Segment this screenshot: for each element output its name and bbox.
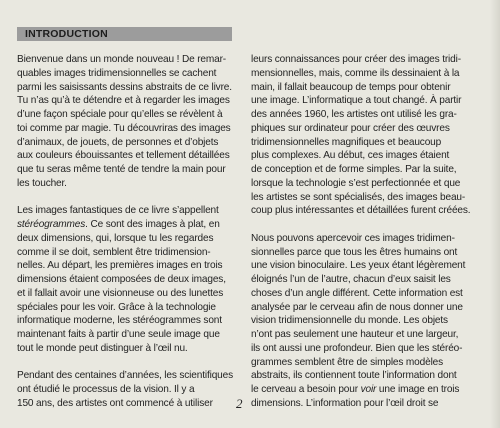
section-header [17, 27, 232, 41]
text-line: dimensions étaient composées de deux images, [17, 274, 226, 285]
text-line: nelles. Au départ, les premières images en trois [17, 260, 223, 272]
paragraph [17, 369, 243, 410]
paragraph [17, 204, 243, 355]
text-line: phiques sur ordinateur pour créer des œuvres [251, 122, 450, 134]
text-line: maintenant faits à partir d’une seule image que [17, 329, 220, 340]
text-line: choses d’un angle différent. Cette information est [251, 287, 463, 299]
text-line: leurs connaissances pour créer des images tridi- [251, 54, 461, 65]
text-line: comme il se doit, semblent être tridimension- [17, 246, 211, 258]
text-line: lorsque la technologie s’est perfectionnée et que [251, 177, 461, 189]
text-line: d’animaux, de jouets, de personnes et d’objets [17, 136, 219, 148]
text-line: des années 1960, les artistes ont utilisé les gra- [251, 109, 457, 120]
text-line: ont étudié le processus de la vision. Il y a [17, 384, 195, 395]
text-line: les artistes se sont spécialisés, des images beau- [251, 191, 466, 203]
text-line: coup plus intéressantes et détaillées furent créées. [251, 205, 471, 217]
paragraph [251, 53, 481, 218]
text-line: analysée par le cerveau afin de nous donner une [251, 301, 463, 313]
text-line: stéréogrammes. Ce sont des images à plat, en [17, 219, 220, 230]
text-line: les toucher. [17, 177, 67, 189]
text-line: une vision binoculaire. Les yeux étant légèrement [251, 260, 466, 272]
text-line: de conception et de forme simples. Par la suite, [251, 164, 457, 175]
text-line: n’ont pas seulement une hauteur et une largeur, [251, 329, 459, 340]
text-line: 150 ans, des artistes ont commencé à utiliser [17, 397, 213, 409]
page-edge-shadow [490, 0, 500, 428]
text-line: quables images tridimensionnelles se cachent [17, 67, 217, 79]
right-text-column [251, 53, 481, 411]
text-line: que tu seras même tenté de tendre la main pour [17, 164, 226, 175]
text-line: ils ont aussi une profondeur. Bien que les stéréo- [251, 342, 463, 354]
text-line: abstraits, ils contiennent toute l’information dont [251, 370, 457, 382]
text-line: le cerveau a besoin pour voir une image en trois [251, 384, 460, 395]
left-text-column [17, 53, 243, 411]
text-line: Les images fantastiques de ce livre s’appellent [17, 205, 219, 217]
text-line: main, il fallait beaucoup de temps pour obtenir [251, 81, 451, 93]
text-line: toi comme par magie. Tu découvriras des images [17, 122, 231, 134]
page-number: 2 [236, 396, 243, 411]
text-line: mensionnelles, mais, comme ils dessinaient à la [251, 67, 460, 79]
paragraph [251, 232, 481, 411]
text-line: dimensions. L’information pour l’œil droit se [251, 397, 439, 409]
text-line: Nous pouvons apercevoir ces images tridimen- [251, 232, 455, 244]
text-line: tridimensionnelles magnifiques et beaucoup [251, 136, 442, 148]
text-line: Bienvenue dans un monde nouveau ! De remar- [17, 54, 227, 65]
text-line: Pendant des centaines d’années, les scientifiques [17, 370, 233, 382]
text-line: aux couleurs ébouissantes et tellement détaillées [17, 150, 230, 162]
text-line: informatique moderne, les stéréogrammes sont [17, 315, 222, 327]
text-line: grammes semblent être de simples modèles [251, 356, 444, 368]
text-line: deux dimensions, qui, lorsque tu les regardes [17, 232, 214, 244]
text-line: d’une façon spéciale pour qu’elles se révèlent à [17, 109, 223, 120]
text-line: vision tridimensionnelle du monde. Les objets [251, 315, 448, 327]
text-line: une image. L’informatique a tout changé. À partir [251, 95, 462, 107]
text-line: spéciales pour les voir. Grâce à la technologie [17, 301, 216, 313]
text-line: sionnelles parce que tous les êtres humains ont [251, 246, 458, 258]
text-line: et il fallait avoir une visionneuse ou des lunettes [17, 287, 224, 299]
section-title: INTRODUCTION [25, 28, 108, 40]
text-line: éloignés l’un de l’autre, chacun d’eux saisit les [251, 274, 451, 285]
paragraph [17, 53, 243, 191]
text-line: Tu n’as qu’à te détendre et à regarder les images [17, 95, 230, 107]
text-line: tout le monde peut distinguer à l’œil nu. [17, 342, 188, 354]
text-line: parmi les saisissants dessins abstraits de ce livre. [17, 81, 232, 93]
text-line: plus complexes. Au début, ces images étaient [251, 150, 450, 162]
